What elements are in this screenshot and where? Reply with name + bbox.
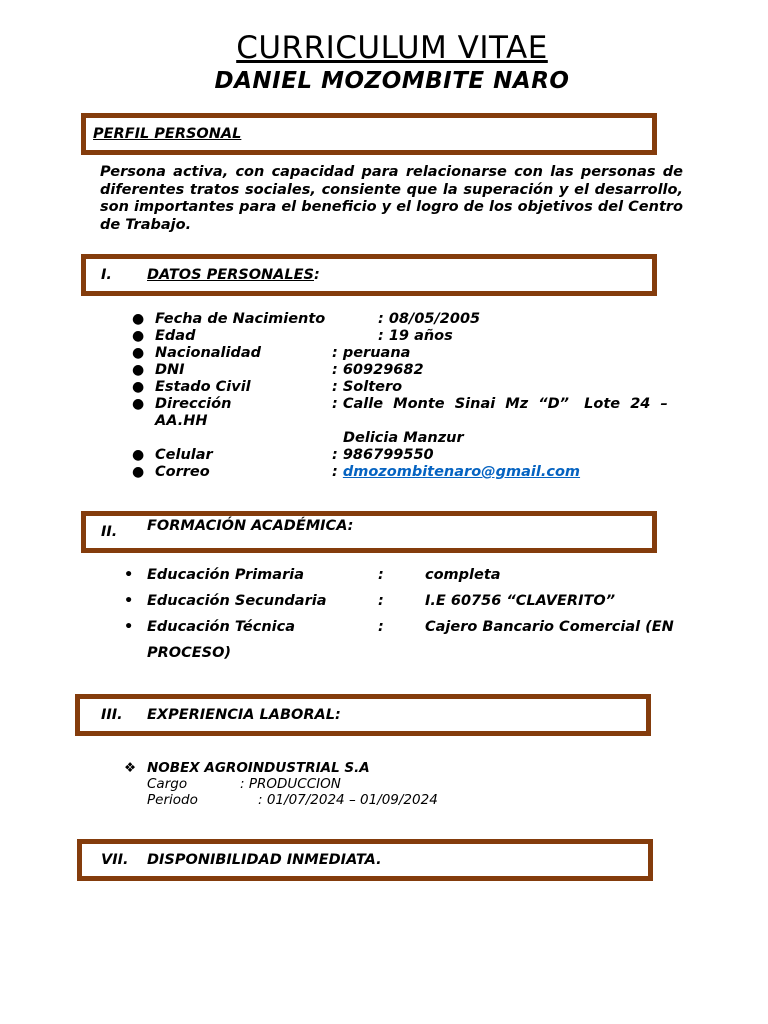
education-item-continuation: PROCESO) bbox=[147, 645, 232, 661]
bullet-icon: ● bbox=[132, 379, 145, 395]
section-numeral: II. bbox=[101, 524, 118, 540]
personal-item-value: : 19 años bbox=[378, 328, 453, 344]
bullet-icon: • bbox=[124, 567, 134, 583]
bullet-icon: • bbox=[124, 593, 134, 609]
bullet-icon: ● bbox=[132, 311, 145, 327]
experience-period-value: : 01/07/2024 – 01/09/2024 bbox=[258, 792, 438, 808]
experience-period-label: Periodo bbox=[147, 792, 198, 808]
personal-item-label: Dirección bbox=[155, 396, 232, 412]
candidate-name: DANIEL MOZOMBITE NARO bbox=[214, 68, 570, 94]
personal-item-value: : peruana bbox=[332, 345, 411, 361]
availability-heading: DISPONIBILIDAD INMEDIATA. bbox=[147, 852, 382, 868]
education-item-separator: : bbox=[378, 567, 384, 583]
diamond-bullet-icon: ❖ bbox=[124, 760, 137, 776]
education-heading: FORMACIÓN ACADÉMICA: bbox=[147, 518, 354, 534]
address-continuation: AA.HH bbox=[155, 413, 208, 429]
email-link[interactable]: dmozombitenaro@gmail.com bbox=[342, 464, 581, 480]
education-item-separator: : bbox=[378, 619, 384, 635]
education-item-label: Educación Primaria bbox=[147, 567, 304, 583]
personal-item-value: : 986799550 bbox=[332, 447, 434, 463]
experience-cargo-label: Cargo bbox=[147, 776, 188, 792]
document-title: CURRICULUM VITAE bbox=[236, 30, 548, 66]
availability-section-header bbox=[77, 839, 653, 881]
education-item-separator: : bbox=[378, 593, 384, 609]
address-continuation: Delicia Manzur bbox=[343, 430, 464, 446]
personal-item-address bbox=[132, 396, 692, 448]
experience-heading: EXPERIENCIA LABORAL: bbox=[147, 707, 341, 723]
bullet-icon: ● bbox=[132, 464, 145, 480]
personal-item-label: Correo bbox=[155, 464, 210, 480]
bullet-icon: ● bbox=[132, 362, 145, 378]
personal-item-label: Nacionalidad bbox=[155, 345, 262, 361]
section-numeral: III. bbox=[101, 707, 123, 723]
personal-item-value: : dmozombitenaro@gmail.com bbox=[332, 464, 581, 480]
education-item-value: Cajero Bancario Comercial (EN bbox=[425, 619, 674, 635]
bullet-icon: • bbox=[124, 619, 134, 635]
personal-item-label: Fecha de Nacimiento bbox=[155, 311, 326, 327]
experience-company: NOBEX AGROINDUSTRIAL S.A bbox=[147, 760, 370, 776]
personal-item-value: : Soltero bbox=[332, 379, 403, 395]
bullet-icon: ● bbox=[132, 345, 145, 361]
education-item-value: I.E 60756 “CLAVERITO” bbox=[425, 593, 616, 609]
experience-section-header bbox=[75, 694, 651, 736]
section-numeral: VII. bbox=[101, 852, 129, 868]
personal-data-heading: DATOS PERSONALES: bbox=[147, 267, 320, 283]
bullet-icon: ● bbox=[132, 328, 145, 344]
personal-item-label: DNI bbox=[155, 362, 185, 378]
personal-item-label: Edad bbox=[155, 328, 196, 344]
bullet-icon: ● bbox=[132, 396, 145, 412]
profile-heading: PERFIL PERSONAL bbox=[93, 126, 242, 142]
section-numeral: I. bbox=[101, 267, 112, 283]
personal-item-label: Estado Civil bbox=[155, 379, 251, 395]
personal-item-value: : 60929682 bbox=[332, 362, 424, 378]
profile-text: Persona activa, con capacidad para relacionarse con las personas de diferentes tratos sociales, consiente que la superación y el desarrollo, son importantes para el beneficio y el logro de los objetivos del Centro de Trabajo. bbox=[100, 164, 683, 233]
education-section-header bbox=[81, 511, 657, 553]
education-item-value: completa bbox=[425, 567, 501, 583]
personal-item-value: : Calle Monte Sinai Mz “D” Lote 24 – bbox=[332, 396, 668, 412]
personal-item-value: : 08/05/2005 bbox=[378, 311, 481, 327]
personal-item-label: Celular bbox=[155, 447, 213, 463]
education-item-label: Educación Técnica bbox=[147, 619, 296, 635]
profile-section-header bbox=[81, 113, 657, 155]
experience-cargo-value: : PRODUCCION bbox=[240, 776, 341, 792]
education-item-label: Educación Secundaria bbox=[147, 593, 327, 609]
personal-data-section-header bbox=[81, 254, 657, 296]
bullet-icon: ● bbox=[132, 447, 145, 463]
